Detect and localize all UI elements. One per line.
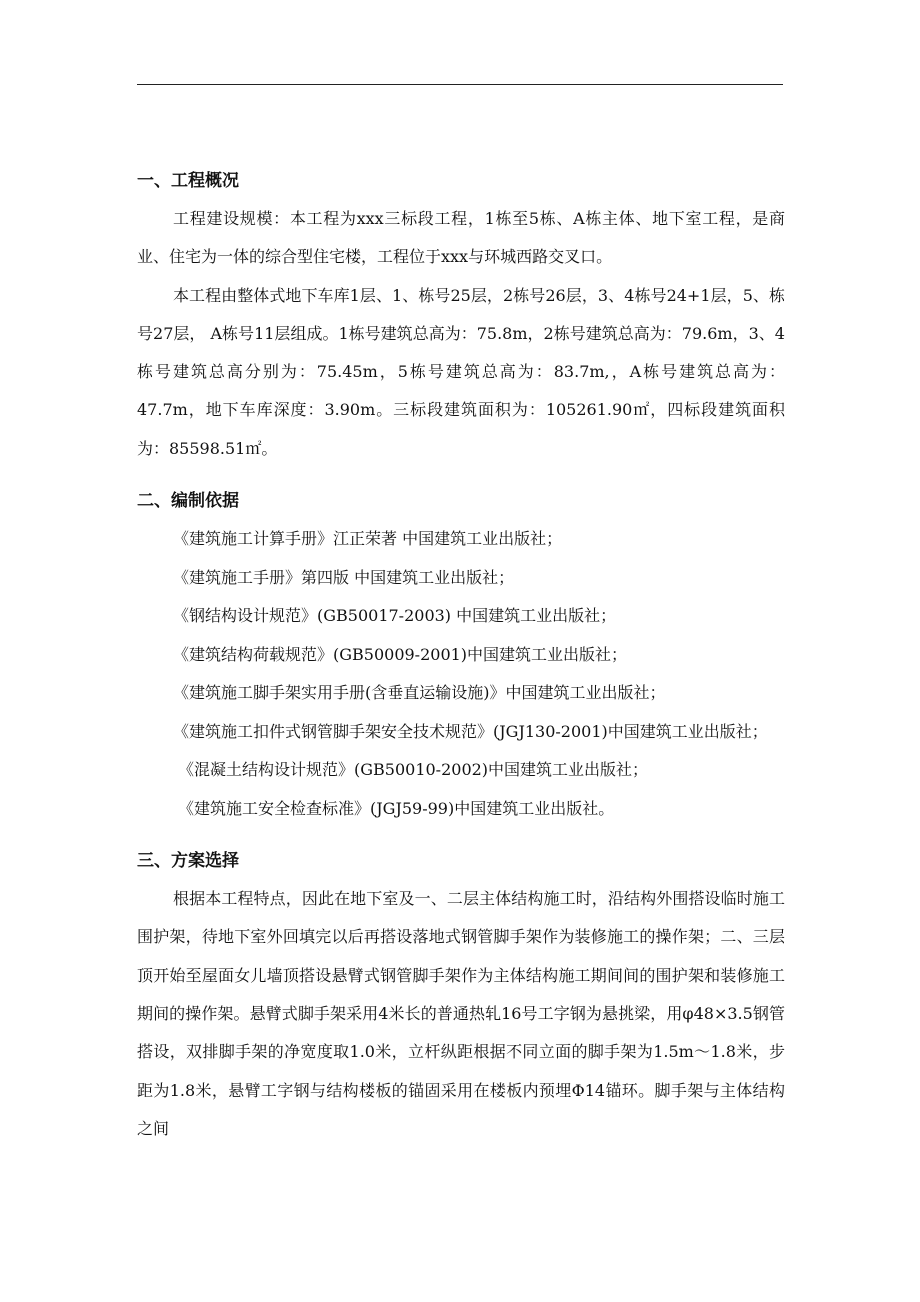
reference-item: 《混凝土结构设计规范》(GB50010-2002)中国建筑工业出版社； (178, 760, 649, 780)
reference-item: 《建筑施工手册》第四版 中国建筑工业出版社； (173, 567, 515, 587)
overview-paragraph-scale: 工程建设规模：本工程为xxx三标段工程，1栋至5栋、A栋主体、地下室工程，是商业、住宅为一体的综合型住宅楼，工程位于xxx与环城西路交叉口。 (137, 209, 785, 267)
reference-item: 《建筑施工计算手册》江正荣著 中国建筑工业出版社； (173, 529, 563, 549)
section-heading-basis: 二、编制依据 (137, 491, 239, 512)
reference-item: 《建筑施工安全检查标准》(JGJ59-99)中国建筑工业出版社。 (178, 798, 615, 818)
reference-item: 《建筑结构荷载规范》(GB50009-2001)中国建筑工业出版社； (173, 644, 628, 664)
section-heading-scheme: 三、方案选择 (137, 851, 239, 872)
reference-item: 《建筑施工扣件式钢管脚手架安全技术规范》(JGJ130-2001)中国建筑工业出版社； (173, 721, 768, 741)
reference-item: 《建筑施工脚手架实用手册(含垂直运输设施)》中国建筑工业出版社； (173, 683, 666, 703)
overview-paragraph-buildings: 本工程由整体式地下车库1层、1、栋号25层，2栋号26层，3、4栋号24+1层，5、栋号27层， A栋号11层组成。1栋号建筑总高为：75.8m，2栋号建筑总高为：79.6m，3、4栋号建筑总高分别为：75.45m，5栋号建筑总高为：83.7m,，A栋号建筑总高为：47.7m，地下车库深度：3.90m。三标段建筑面积为：105261.90㎡，四标段建筑面积为：85598.51㎡。 (137, 285, 785, 458)
section-heading-overview: 一、工程概况 (137, 171, 239, 191)
header-rule (137, 84, 783, 85)
scheme-paragraph: 根据本工程特点，因此在地下室及一、二层主体结构施工时，沿结构外围搭设临时施工围护架，待地下室外回填完以后再搭设落地式钢管脚手架作为装修施工的操作架；二、三层顶开始至屋面女儿墙顶搭设悬臂式钢管脚手架作为主体结构施工期间间的围护架和装修施工期间的操作架。悬臂式脚手架采用4米长的普通热轧16号工字钢为悬挑梁，用φ48×3.5钢管搭设，双排脚手架的净宽度取1.0米，立杆纵距根据不同立面的脚手架为1.5m～1.8米，步距为1.8米，悬臂工字钢与结构楼板的锚固采用在楼板内预埋Φ14锚环。脚手架与主体结构之间 (137, 889, 785, 1138)
reference-item: 《钢结构设计规范》(GB50017-2003) 中国建筑工业出版社； (173, 606, 617, 626)
document-body (137, 162, 785, 1148)
